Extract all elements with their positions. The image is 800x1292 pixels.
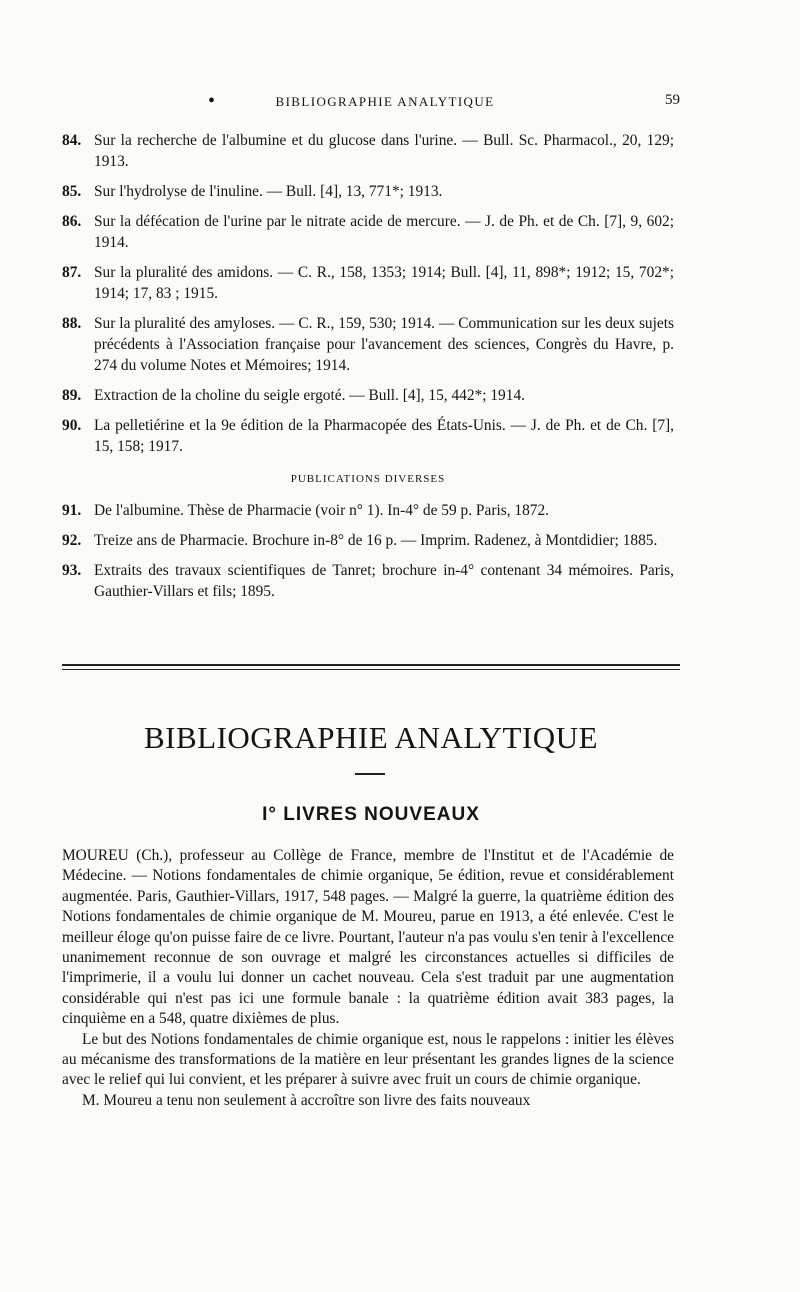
entry-number: 90. [62, 417, 82, 434]
publication-entry [62, 500, 674, 521]
entry-number: 85. [62, 183, 82, 200]
body-paragraph: M. Moureu a tenu non seulement à accroître son livre des faits nouveaux [82, 1091, 531, 1109]
divider-line [62, 669, 680, 670]
bibliography-entry [62, 262, 674, 304]
running-header [90, 90, 680, 114]
entry-text: Extraits des travaux scientifiques de Tanret; brochure in-4° contenant 34 mémoires. Paris, Gauthier-Villars et fils; 1895. [94, 562, 674, 600]
body-paragraph: Le but des Notions fondamentales de chimie organique est, nous le rappelons : initier les élèves au mécanisme des transformations de la matière en leur présentant les grandes lignes de la science avec le relief qui lui convient, et les préparer à suivre avec fruit un cours de chimie organique. [62, 1030, 674, 1089]
bibliography-list [62, 130, 674, 611]
subsection-title: I° LIVRES NOUVEAUX [262, 804, 480, 825]
section-divider [62, 664, 680, 673]
entry-text: La pelletiérine et la 9e édition de la Pharmacopée des États-Unis. — J. de Ph. et de Ch. [7], 15, 158; 1917. [94, 417, 674, 455]
entry-number: 91. [62, 502, 82, 519]
entry-text: Extraction de la choline du seigle ergoté. — Bull. [4], 15, 442*; 1914. [94, 387, 525, 404]
bibliography-entry [62, 385, 674, 406]
page-number: 59 [665, 92, 680, 108]
entry-text: Sur la défécation de l'urine par le nitrate acide de mercure. — J. de Ph. et de Ch. [7], 9, 602; 1914. [94, 213, 674, 251]
entry-number: 89. [62, 387, 82, 404]
divider-line [62, 664, 680, 666]
entry-number: 93. [62, 562, 82, 579]
entry-text: Sur l'hydrolyse de l'inuline. — Bull. [4], 13, 771*; 1913. [94, 183, 443, 200]
publication-entry [62, 560, 674, 602]
entry-number: 92. [62, 532, 82, 549]
review-body [62, 846, 674, 1111]
title-underline [355, 773, 385, 775]
entry-number: 86. [62, 213, 82, 230]
bibliography-entry [62, 313, 674, 376]
publications-heading: PUBLICATIONS DIVERSES [290, 473, 446, 485]
entry-text: Sur la pluralité des amidons. — C. R., 158, 1353; 1914; Bull. [4], 11, 898*; 1912; 15, 702*; 1914; 17, 83 ; 1915. [94, 264, 674, 302]
section-title: BIBLIOGRAPHIE ANALYTIQUE [143, 720, 599, 755]
entry-number: 84. [62, 132, 82, 149]
entry-number: 88. [62, 315, 82, 332]
entry-number: 87. [62, 264, 82, 281]
bibliography-entry [62, 415, 674, 457]
entry-text: Treize ans de Pharmacie. Brochure in-8° de 16 p. — Imprim. Radenez, à Montdidier; 1885. [94, 532, 658, 549]
bibliography-entry [62, 181, 674, 202]
bibliography-entry [62, 130, 674, 172]
bibliography-entry [62, 211, 674, 253]
entry-text: De l'albumine. Thèse de Pharmacie (voir n° 1). In-4° de 59 p. Paris, 1872. [94, 502, 550, 519]
header-dot: • [208, 90, 216, 112]
entry-text: Sur la recherche de l'albumine et du glucose dans l'urine. — Bull. Sc. Pharmacol., 20, 129; 1913. [94, 132, 674, 170]
entry-text: Sur la pluralité des amyloses. — C. R., 159, 530; 1914. — Communication sur les deux sujets précédents à l'Association française pour l'avancement des sciences, Congrès du Havre, p. 274 du volume Notes et Mémoires; 1914. [94, 315, 674, 374]
body-paragraph: MOUREU (Ch.), professeur au Collège de France, membre de l'Institut et de l'Académie de Médecine. — Notions fondamentales de chimie organique, 5e édition, revue et considérablement augmentée. Paris, Gauthier-Villars, 1917, 548 pages. — Malgré la guerre, la quatrième édition des Notions fondamentales de chimie organique de M. Moureu, parue en 1913, a été enlevée. C'est le meilleur éloge qu'on puisse faire de ce livre. Pourtant, l'auteur n'a pas voulu s'en tenir à l'excellence unanimement reconnue de son ouvrage et malgré les circonstances actuelles si difficiles de l'imprimerie, il a voulu lui donner un cachet nouveau. Cela s'est traduit par une augmentation considérable qui n'est pas ici une formule banale : la quatrième édition avait 383 pages, la cinquième en a 548, quatre dixièmes de plus. [62, 847, 674, 1028]
publication-entry [62, 530, 674, 551]
running-header-title: BIBLIOGRAPHIE ANALYTIQUE [275, 94, 495, 109]
